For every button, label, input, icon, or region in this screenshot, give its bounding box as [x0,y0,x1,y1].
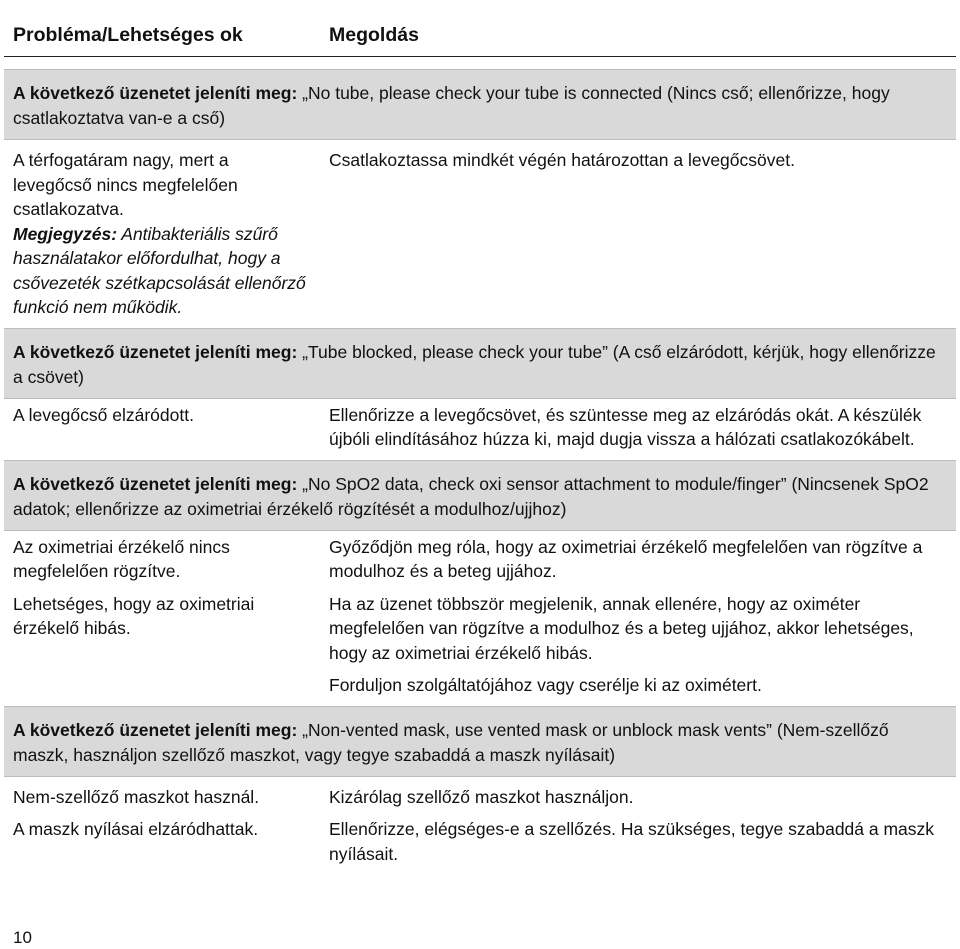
message-text: „Tube blocked, please check your tube” [302,341,608,362]
solution-text: Ellenőrizze, elégséges-e a szellőzés. Ha szükséges, tegye szabaddá a maszk nyílásait. [329,819,935,864]
page-number: 10 [13,928,32,947]
solution-cell [329,785,956,867]
solution-cell [329,148,956,320]
message-translation: (Nincs cső; ellenőrizze, hogy csatlakoztatva van-e a cső) [13,83,890,128]
column-header-solution: Megoldás [329,24,419,46]
message-text: „Non-vented mask, use vented mask or unblock mask vents” [302,719,772,740]
table-row [4,777,956,875]
message-lead: A következő üzenetet jeleníti meg: [13,83,298,103]
solution-text: Ha az üzenet többször megjelenik, annak ellenére, hogy az oximéter megfelelően van rögzítve a modulhoz és a beteg ujjához, akkor lehetséges, hogy az oximetriai érzékelő hibás. [329,593,914,663]
problem-text: Az oximetriai érzékelő nincs megfelelően rögzítve. [13,536,230,581]
message-translation: (Nincsenek SpO2 adatok; ellenőrizze az oximetriai érzékelő rögzítését a modulhoz/ujjhoz) [13,473,929,519]
solution-text: Győződjön meg róla, hogy az oximetriai érzékelő megfelelően van rögzítve a modulhoz és a beteg ujjához. [329,536,923,581]
message-text: „No tube, please check your tube is connected [302,83,663,103]
problem-cell [4,785,329,867]
table-row [4,399,956,460]
table-row [4,140,956,328]
message-lead: A következő üzenetet jeleníti meg: [13,719,298,740]
note-text: Antibakteriális szűrő használatakor előfordulhat, hogy a csővezeték szétkapcsolását ellenőrző funkció nem működik. [13,223,306,317]
problem-cell [4,148,329,320]
solution-text: Ellenőrizze a levegőcsövet, és szüntesse meg az elzáródás okát. A készülék újbóli elindításához húzza ki, majd dugja vissza a hálózati csatlakozókábelt. [329,404,922,449]
problem-text: Lehetséges, hogy az oximetriai érzékelő hibás. [13,593,255,638]
problem-text: A maszk nyílásai elzáródhattak. [13,819,259,839]
problem-cell [4,403,329,452]
message-translation: (A cső elzáródott, kérjük, hogy ellenőrizze a csövet) [13,341,936,387]
message-lead: A következő üzenetet jeleníti meg: [13,473,298,494]
note-label: Megjegyzés: [13,223,118,244]
message-row [4,460,956,531]
problem-text: Nem-szellőző maszkot használ. [13,786,260,807]
message-row [4,69,956,140]
message-translation: (Nem-szellőző maszk, használjon szellőző maszkot, vagy tegye szabaddá a maszk nyílásait) [13,719,889,765]
problem-cell [4,535,329,698]
solution-text: Csatlakoztassa mindkét végén határozottan a levegőcsövet. [329,150,795,170]
problem-text: A levegőcső elzáródott. [13,404,194,425]
solution-text: Kizárólag szellőző maszkot használjon. [329,786,634,807]
table-row [4,531,956,706]
message-text: „No SpO2 data, check oxi sensor attachment to module/finger” [302,473,787,494]
troubleshooting-table [4,10,956,874]
table-header [4,10,956,57]
message-row [4,706,956,777]
problem-text: A térfogatáram nagy, mert a levegőcső nincs megfelelően csatlakozatva. [13,150,238,219]
solution-cell [329,403,956,452]
column-header-problem: Probléma/Lehetséges ok [13,24,243,46]
solution-cell [329,535,956,698]
message-lead: A következő üzenetet jeleníti meg: [13,341,298,362]
message-row [4,328,956,399]
solution-text: Forduljon szolgáltatójához vagy cserélje ki az oximétert. [329,675,762,695]
note [13,222,313,320]
